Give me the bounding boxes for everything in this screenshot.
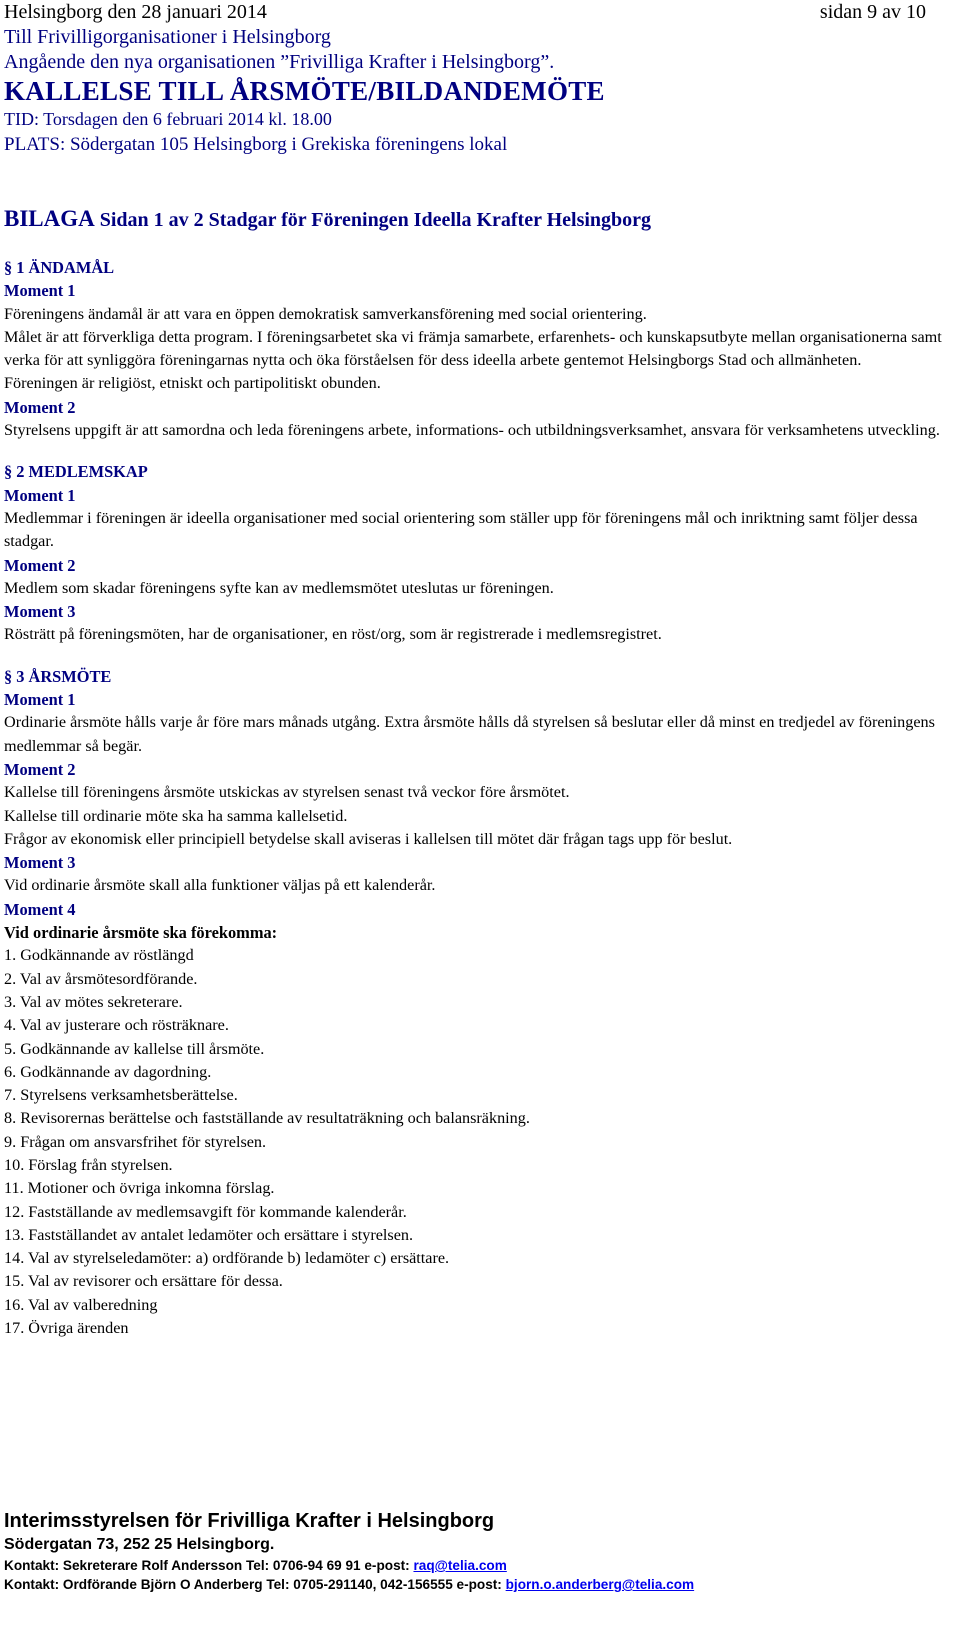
list-item: 4. Val av justerare och rösträknare. xyxy=(4,1016,229,1035)
list-item: 5. Godkännande av kallelse till årsmöte. xyxy=(4,1039,265,1058)
page-number: sidan 9 av 10 xyxy=(819,1,926,23)
list-item: 13. Fastställandet av antalet ledamöter och ersättare i styrelsen. xyxy=(4,1225,414,1244)
recipient: Till Frivilligorganisationer i Helsingborg xyxy=(4,26,331,48)
paragraph: Målet är att förverkliga detta program. I föreningsarbetet ska vi främja samarbete, erfarenhets- och kunskapsutbyte mellan organisationerna samt verka för att synliggöra föreningarnas nytta och öka förståelsen för dess ideella arbete gentemot Helsingborgs Stad och allmänheten. xyxy=(4,327,942,370)
paragraph: Föreningens ändamål är att vara en öppen demokratisk samverkansförening med social orientering. xyxy=(4,304,647,323)
list-item: 6. Godkännande av dagordning. xyxy=(4,1062,212,1081)
paragraph-icon: § xyxy=(4,666,13,686)
chair-email-link[interactable]: bjorn.o.anderberg@telia.com xyxy=(505,1577,695,1592)
section-heading: § 3 ÅRSMÖTE xyxy=(4,666,112,686)
moment-heading: Moment 1 xyxy=(4,485,76,505)
list-item: 8. Revisorernas berättelse och fastställande av resultaträkning och balansräkning. xyxy=(4,1109,530,1128)
moment-heading: Moment 2 xyxy=(4,555,76,575)
paragraph: Ordinarie årsmöte hålls varje år före mars månads utgång. Extra årsmöte hålls då styrelsen så beslutar eller då minst en tredjedel av föreningens medlemmar så begär. xyxy=(4,713,935,755)
regarding: Angående den nya organisationen ”Frivilliga Krafter i Helsingborg”. xyxy=(4,51,555,73)
place-date: Helsingborg den 28 januari 2014 xyxy=(4,1,267,23)
paragraph: Kallelse till ordinarie möte ska ha samma kallelsetid. xyxy=(4,806,348,825)
attachment-heading xyxy=(4,206,651,232)
agenda-list xyxy=(4,944,956,1340)
paragraph: Vid ordinarie årsmöte skall alla funktioner väljas på ett kalenderår. xyxy=(4,876,436,895)
paragraph: Medlemmar i föreningen är ideella organisationer med social orientering som ställer upp för föreningens mål och inriktning samt följer dessa stadgar. xyxy=(4,508,918,551)
meeting-place: PLATS: Södergatan 105 Helsingborg i Grekiska föreningens lokal xyxy=(4,134,508,155)
paragraph: Rösträtt på föreningsmöten, har de organisationer, en röst/org, som är registrerade i medlemsregistret. xyxy=(4,625,662,644)
list-item: 10. Förslag från styrelsen. xyxy=(4,1155,173,1174)
attachment-label: BILAGA xyxy=(4,206,95,231)
list-item: 3. Val av mötes sekreterare. xyxy=(4,992,183,1011)
list-item: 15. Val av revisorer och ersättare för dessa. xyxy=(4,1272,283,1291)
paragraph-icon: § xyxy=(4,258,13,277)
section-heading: § 2 MEDLEMSKAP xyxy=(4,462,148,482)
agenda-list-title: Vid ordinarie årsmöte ska förekomma: xyxy=(4,923,278,943)
footer-org: Interimsstyrelsen för Frivilliga Krafter i Helsingborg xyxy=(4,1510,495,1532)
list-item: 2. Val av årsmötesordförande. xyxy=(4,969,198,988)
moment-heading: Moment 2 xyxy=(4,759,76,779)
paragraph: Styrelsens uppgift är att samordna och leda föreningens arbete, informations- och utbildningsverksamhet, ansvara för verksamhetens utveckling. xyxy=(4,421,940,440)
meeting-time: TID: Torsdagen den 6 februari 2014 kl. 18.00 xyxy=(4,109,332,129)
list-item: 9. Frågan om ansvarsfrihet för styrelsen. xyxy=(4,1132,267,1151)
paragraph: Frågor av ekonomisk eller principiell betydelse skall aviseras i kallelsen till mötet där frågan tags upp för beslut. xyxy=(4,829,733,848)
page-title: KALLELSE TILL ÅRSMÖTE/BILDANDEMÖTE xyxy=(4,76,605,106)
footer-address: Södergatan 73, 252 25 Helsingborg. xyxy=(4,1536,275,1553)
section-heading: § 1 ÄNDAMÅL xyxy=(4,258,115,277)
moment-heading: Moment 1 xyxy=(4,690,76,710)
letter-header xyxy=(4,0,934,157)
secretary-email-link[interactable]: raq@telia.com xyxy=(413,1558,507,1573)
moment-heading: Moment 2 xyxy=(4,397,76,417)
list-item: 7. Styrelsens verksamhetsberättelse. xyxy=(4,1086,238,1105)
footer-contact-chair: Kontakt: Ordförande Björn O Anderberg Tel: 0705-291140, 042-156555 e-post: bjorn.o.anderberg@telia.com xyxy=(4,1577,695,1592)
paragraph: Medlem som skadar föreningens syfte kan av medlemsmötet uteslutas ur föreningen. xyxy=(4,578,554,597)
footer xyxy=(4,1508,954,1594)
paragraph: Kallelse till föreningens årsmöte utskickas av styrelsen senast två veckor före årsmötet. xyxy=(4,783,570,802)
moment-heading: Moment 3 xyxy=(4,602,76,622)
moment-heading: Moment 3 xyxy=(4,853,76,873)
list-item: 16. Val av valberedning xyxy=(4,1295,158,1314)
list-item: 14. Val av styrelseledamöter: a) ordförande b) ledamöter c) ersättare. xyxy=(4,1249,450,1268)
document-body xyxy=(4,256,956,1340)
list-item: 17. Övriga ärenden xyxy=(4,1319,129,1338)
list-item: 11. Motioner och övriga inkomna förslag. xyxy=(4,1179,275,1198)
attachment-text: Sidan 1 av 2 Stadgar för Föreningen Ideella Krafter Helsingborg xyxy=(99,209,652,231)
paragraph-icon: § xyxy=(4,462,13,482)
list-item: 12. Fastställande av medlemsavgift för kommande kalenderår. xyxy=(4,1202,407,1221)
footer-contact-secretary: Kontakt: Sekreterare Rolf Andersson Tel: 0706-94 69 91 e-post: raq@telia.com xyxy=(4,1558,507,1573)
moment-heading: Moment 4 xyxy=(4,899,76,919)
paragraph: Föreningen är religiöst, etniskt och partipolitiskt obunden. xyxy=(4,374,381,393)
moment-heading: Moment 1 xyxy=(4,281,76,301)
list-item: 1. Godkännande av röstlängd xyxy=(4,946,194,965)
